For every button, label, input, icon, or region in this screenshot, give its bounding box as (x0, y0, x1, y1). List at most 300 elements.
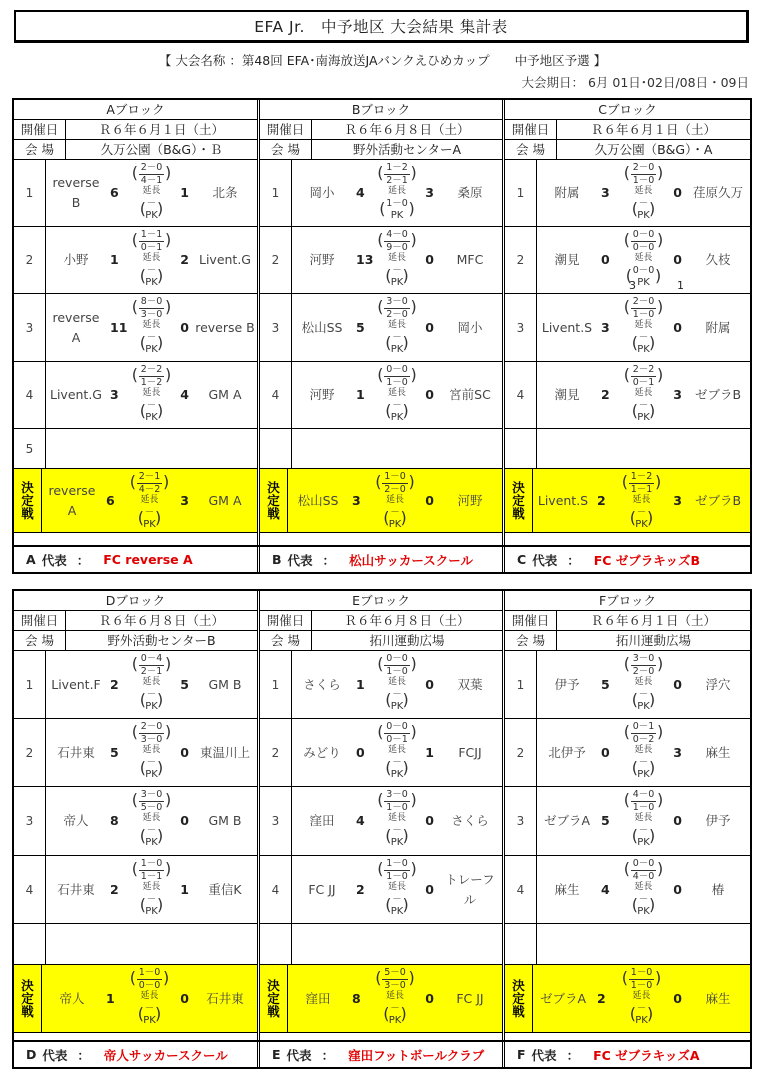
first-half-score: ( 0－0 (386, 653, 408, 664)
match-row (14, 651, 257, 719)
extra-time-label: 延長 (632, 991, 651, 1001)
final-label-char: 戦 (21, 1004, 34, 1019)
half-scores (625, 653, 663, 677)
rep-letter: A (26, 552, 36, 567)
match-number: 3 (260, 787, 292, 855)
second-half-score: 1－0 (630, 979, 653, 991)
match-row (260, 651, 502, 719)
score-detail (120, 967, 180, 1027)
extra-time-value: ( － (638, 399, 649, 411)
rep-letter: E (272, 1047, 281, 1062)
team-left: みどり (303, 744, 341, 760)
score-detail (367, 162, 427, 222)
extra-time-score (386, 757, 408, 769)
score-detail (122, 789, 182, 849)
score-right: 0 (180, 812, 189, 828)
score-right: 2 (180, 251, 189, 267)
team-right: GM A (208, 387, 242, 402)
match-body (46, 160, 257, 226)
score-right: 0 (425, 676, 434, 692)
match-row (14, 294, 257, 362)
venue-label: 会 場 (14, 631, 66, 650)
final-label (505, 469, 533, 532)
final-label-char: 戦 (267, 506, 280, 521)
match-number: 2 (260, 719, 292, 786)
second-half-score: 3－0 (140, 733, 163, 745)
match-body (537, 362, 750, 428)
extra-time-label: 延長 (634, 745, 653, 755)
match-body (537, 651, 750, 718)
team-right: 椿 (711, 881, 725, 897)
half-scores (625, 858, 663, 882)
block-title: Aブロック (14, 100, 257, 120)
extra-time-label: 延長 (387, 320, 406, 330)
team-left: ゼブラA (539, 990, 587, 1006)
final-label-char: 決 (267, 480, 280, 495)
match-row (14, 429, 257, 469)
match-number: 4 (505, 856, 537, 923)
final-label-char: 戦 (21, 506, 34, 521)
rep-word: 代表 (41, 552, 67, 568)
team-right: 岡小 (457, 319, 483, 335)
team-left: 石井東 (57, 744, 95, 760)
score-detail (614, 653, 674, 713)
team-left: 窪田 (305, 990, 331, 1006)
match-number: 2 (505, 719, 537, 786)
extra-time-label: 延長 (634, 677, 653, 687)
first-half-score: ( 1－2 (630, 471, 653, 482)
match-body (537, 227, 750, 293)
match-number: 4 (14, 856, 46, 923)
team-right: 石井東 (206, 990, 244, 1006)
second-half-score: 3－0 (384, 979, 406, 991)
match-row (14, 160, 257, 227)
half-scores (378, 162, 416, 186)
score-detail (367, 789, 427, 849)
pk-label: PK (390, 210, 404, 221)
representative (505, 547, 750, 572)
second-half-score: 1－2 (140, 376, 163, 388)
extra-time-score (386, 400, 408, 412)
extra-time-value: ( － (636, 506, 647, 518)
extra-time-value: ( － (392, 688, 402, 700)
score-right: 0 (180, 990, 189, 1006)
score-left: 2 (110, 676, 119, 692)
extra-time-label: 延長 (632, 495, 651, 505)
rep-colon: ： (322, 552, 336, 568)
date-row (260, 120, 502, 140)
rep-letter: D (26, 1047, 37, 1062)
team-right: 久枝 (705, 252, 731, 267)
half-scores (376, 471, 414, 495)
first-half-score: ( 2－1 (138, 471, 161, 482)
final-label-char: 戦 (512, 506, 525, 521)
team-left: 潮見 (554, 387, 580, 402)
score-detail (614, 162, 674, 222)
half-scores (625, 721, 663, 745)
extra-time-value: ( － (144, 1002, 155, 1014)
venue-label: 会 場 (260, 140, 312, 159)
first-half-score: ( 2－0 (632, 162, 655, 173)
match-row (260, 429, 502, 469)
extra-time-score (386, 894, 408, 906)
match-number: 1 (14, 160, 46, 226)
score-detail (122, 162, 182, 222)
half-scores (623, 471, 661, 495)
second-half-score: 3－0 (140, 308, 163, 320)
score-right: 1 (180, 881, 189, 897)
rep-word: 代表 (532, 552, 558, 568)
score-right: 0 (673, 990, 682, 1006)
extra-time-score (141, 332, 163, 344)
extra-time-value: ( 0－0 (632, 264, 655, 276)
block-columns (14, 100, 750, 545)
match-number: 2 (14, 227, 46, 293)
half-scores (133, 653, 171, 677)
final-label-char: 定 (512, 493, 525, 508)
extra-time-score (141, 265, 163, 277)
extra-time-score (139, 507, 161, 519)
score-right: 0 (673, 184, 682, 200)
final-label (260, 965, 288, 1032)
team-right: 河野 (457, 492, 483, 508)
match-row (505, 294, 750, 362)
match-number (505, 924, 537, 964)
pk-label: PK (388, 519, 402, 530)
first-half-score: ( 2－0 (140, 162, 163, 173)
pk-label: PK (145, 769, 158, 780)
final-match (14, 469, 257, 533)
half-scores (378, 229, 416, 253)
venue-row (260, 140, 502, 160)
extra-time-score (386, 689, 408, 701)
extra-time-score (141, 894, 163, 906)
score-detail (612, 967, 672, 1027)
team-right: 桑原 (457, 185, 483, 200)
extra-time-value: ( － (146, 399, 157, 411)
extra-time-label: 延長 (387, 745, 406, 755)
extra-time-value: ( － (636, 1002, 647, 1014)
team-left: reverse A (48, 482, 96, 518)
score-left: 5 (601, 812, 610, 828)
match-row (505, 787, 750, 856)
first-half-score: ( 5－0 (384, 967, 406, 978)
score-left: 0 (356, 744, 365, 760)
venue-value: 久万公園（B&G）・A (594, 142, 713, 157)
representative (14, 1042, 260, 1067)
first-half-score: ( 0－4 (140, 653, 163, 664)
extra-time-score (627, 265, 661, 277)
extra-time-value: ( － (390, 1002, 400, 1014)
extra-time-value: ( － (146, 756, 157, 768)
match-body (537, 719, 750, 786)
score-left: 2 (597, 492, 606, 508)
extra-time-value: ( － (390, 506, 400, 518)
pk-label: PK (637, 701, 650, 712)
team-right: 荏原久万 (692, 185, 743, 200)
half-scores (376, 967, 414, 991)
second-half-score: 4－2 (138, 483, 161, 495)
block-title: Cブロック (505, 100, 750, 120)
match-row (14, 856, 257, 924)
pk-label: PK (145, 210, 158, 221)
score-left: 4 (601, 881, 610, 897)
match-number: 4 (260, 362, 292, 428)
final-label (14, 965, 42, 1032)
match-body (292, 429, 502, 468)
rep-colon: ： (76, 552, 90, 568)
score-left: 8 (352, 990, 361, 1006)
extra-time-label: 延長 (142, 813, 161, 823)
team-right: ゼブラB (694, 492, 742, 508)
score-left: 0 (601, 251, 610, 267)
score-right: 4 (180, 386, 189, 402)
pk-label: PK (145, 344, 158, 355)
extra-time-score (386, 332, 408, 344)
pk-label: PK (637, 344, 650, 355)
team-right: FCJJ (458, 744, 482, 760)
match-row (14, 227, 257, 294)
pk-label: PK (145, 906, 158, 917)
pk-label: PK (390, 769, 404, 780)
venue-row (505, 140, 750, 160)
extra-time-score (631, 1003, 653, 1015)
second-half-score: 2－0 (632, 665, 655, 677)
score-left: 1 (356, 676, 365, 692)
extra-time-label: 延長 (634, 320, 653, 330)
rep-team-name: 窪田フットボールクラブ (348, 1047, 485, 1063)
rep-colon: ： (77, 1047, 90, 1063)
score-detail (612, 471, 672, 531)
extra-time-value: ( － (638, 756, 649, 768)
pk-label: PK (390, 412, 404, 423)
match-number: 1 (14, 651, 46, 718)
final-match (14, 965, 257, 1033)
extra-time-score (631, 507, 653, 519)
match-body (537, 856, 750, 923)
extra-time-label: 延長 (142, 253, 161, 263)
team-right: GM A (208, 492, 242, 508)
match-body (46, 719, 257, 786)
second-half-score: 2－0 (384, 483, 406, 495)
first-half-score: ( 0－0 (386, 364, 408, 375)
match-number (260, 924, 292, 964)
team-left: 帝人 (63, 813, 89, 828)
extra-time-score (633, 689, 655, 701)
tournament-period: 大会期日： 6月 01日･02日/08日・09日 (521, 75, 749, 90)
first-half-score: ( 2－2 (632, 364, 655, 375)
half-scores (625, 789, 663, 813)
rep-word: 代表 (287, 552, 313, 568)
extra-time-value: ( － (146, 824, 157, 836)
score-detail (614, 364, 674, 424)
final-label-char: 決 (267, 978, 280, 993)
match-body (46, 651, 257, 718)
match-number: 1 (260, 651, 292, 718)
score-left: 1 (106, 990, 115, 1006)
date-value: Ｒ６年６月１日（土） (590, 122, 716, 137)
extra-time-label: 延長 (142, 186, 161, 196)
score-right: 1 (180, 184, 189, 200)
date-value: Ｒ６年６月８日（土） (344, 122, 470, 137)
date-label: 開催日 (260, 120, 312, 139)
rep-letter: B (272, 552, 282, 567)
team-right: 浮穴 (705, 676, 731, 692)
second-half-score: 1－0 (386, 376, 408, 388)
block-title: Eブロック (260, 591, 502, 611)
match-number: 3 (505, 787, 537, 855)
first-half-score: ( 1－0 (630, 967, 653, 978)
extra-time-label: 延長 (142, 388, 161, 398)
score-right: 5 (180, 676, 189, 692)
team-left: Livent.S (541, 319, 593, 335)
score-left: 2 (601, 386, 610, 402)
match-row (505, 651, 750, 719)
score-detail (614, 229, 674, 289)
match-body (46, 787, 257, 855)
block-title: Fブロック (505, 591, 750, 611)
representatives-row (14, 545, 750, 572)
score-left: 2 (597, 990, 606, 1006)
team-right: 東温川上 (199, 744, 250, 760)
match-body (292, 227, 502, 293)
second-half-score: 1－0 (386, 870, 408, 882)
score-detail (614, 296, 674, 356)
extra-time-score (141, 198, 163, 210)
match-body (46, 362, 257, 428)
team-left: 潮見 (554, 252, 580, 267)
final-label-char: 定 (21, 493, 34, 508)
score-left: 2 (356, 881, 365, 897)
score-left: 3 (601, 319, 610, 335)
date-label: 開催日 (14, 120, 66, 139)
first-half-score: ( 4－0 (386, 229, 408, 240)
first-half-score: ( 1－0 (386, 858, 408, 869)
half-scores (378, 858, 416, 882)
date-row (505, 611, 750, 631)
score-left: 1 (356, 386, 365, 402)
second-half-score: 2－1 (386, 174, 408, 186)
extra-time-label: 延長 (140, 991, 159, 1001)
section-bottom (12, 589, 752, 1069)
block-e (260, 591, 505, 1040)
second-half-score: 0－1 (140, 241, 163, 253)
second-half-score: 0－2 (632, 733, 655, 745)
block-f (505, 591, 750, 1040)
pk-label: PK (390, 906, 404, 917)
match-row (260, 294, 502, 362)
extra-time-score (633, 757, 655, 769)
match-body (46, 294, 257, 361)
score-detail (122, 296, 182, 356)
pk-label: PK (390, 344, 404, 355)
team-left: reverse B (52, 175, 100, 210)
team-right: 麻生 (705, 990, 731, 1006)
date-value: Ｒ６年６月８日（土） (98, 613, 224, 628)
first-half-score: ( 1－0 (384, 471, 406, 482)
score-detail (365, 471, 425, 531)
match-row (14, 924, 257, 965)
pk-label: PK (143, 1015, 156, 1026)
match-body (537, 160, 750, 226)
rep-word: 代表 (531, 1047, 557, 1063)
match-number (505, 429, 537, 468)
rep-colon: ： (567, 552, 580, 568)
half-scores (133, 789, 171, 813)
final-label (505, 965, 533, 1032)
second-half-score: 2－0 (386, 308, 408, 320)
first-half-score: ( 3－0 (386, 296, 408, 307)
team-left: 小野 (63, 252, 89, 267)
team-left: 石井東 (57, 881, 95, 897)
pk-label: PK (145, 837, 158, 848)
pk-label: PK (145, 277, 158, 288)
rep-team-name: 帝人サッカースクール (103, 1047, 228, 1063)
extra-time-label: 延長 (387, 186, 406, 196)
venue-row (14, 631, 257, 651)
first-half-score: ( 0－0 (386, 721, 408, 732)
rep-letter: F (517, 1047, 526, 1062)
match-row (260, 856, 502, 924)
final-label-char: 決 (512, 480, 525, 495)
tournament-name: 【 大会名称 ：第48回 EFA･南海放送JAバンクえひめカップ 中予地区予選 】 (158, 53, 607, 68)
half-scores (378, 296, 416, 320)
match-number: 4 (505, 362, 537, 428)
half-scores (133, 162, 171, 186)
representative (260, 547, 505, 572)
score-left: 3 (110, 386, 119, 402)
second-half-score: 9－0 (386, 241, 408, 253)
venue-row (260, 631, 502, 651)
block-title: Dブロック (14, 591, 257, 611)
team-left: FC JJ (308, 881, 336, 897)
extra-time-label: 延長 (385, 495, 404, 505)
match-number: 1 (260, 160, 292, 226)
rep-colon: ： (321, 1047, 335, 1063)
score-detail (614, 858, 674, 918)
venue-value: 野外活動センターB (107, 633, 216, 648)
final-label-char: 戦 (267, 1004, 280, 1019)
extra-time-label: 延長 (142, 745, 161, 755)
first-half-score: ( 8－0 (140, 296, 163, 307)
score-right: 3 (673, 386, 682, 402)
match-body (292, 362, 502, 428)
date-row (14, 120, 257, 140)
score-detail (367, 858, 427, 918)
match-body (292, 787, 502, 855)
extra-time-value: ( － (146, 331, 157, 343)
pk-label: PK (145, 412, 158, 423)
first-half-score: ( 1－1 (140, 229, 163, 240)
first-half-score: ( 4－0 (632, 789, 655, 800)
match-body (42, 469, 257, 532)
half-scores (131, 967, 169, 991)
score-detail (365, 967, 425, 1027)
team-left: 岡小 (309, 185, 335, 200)
extra-time-score (384, 1003, 406, 1015)
second-half-score: 4－0 (632, 870, 655, 882)
team-left: 麻生 (554, 881, 580, 897)
extra-time-label: 延長 (387, 813, 406, 823)
score-right: 0 (425, 319, 434, 335)
block-a (14, 100, 260, 545)
match-body (292, 651, 502, 718)
match-body (537, 787, 750, 855)
match-row (260, 227, 502, 294)
representative (505, 1042, 750, 1067)
half-scores (623, 967, 661, 991)
half-scores (378, 721, 416, 745)
